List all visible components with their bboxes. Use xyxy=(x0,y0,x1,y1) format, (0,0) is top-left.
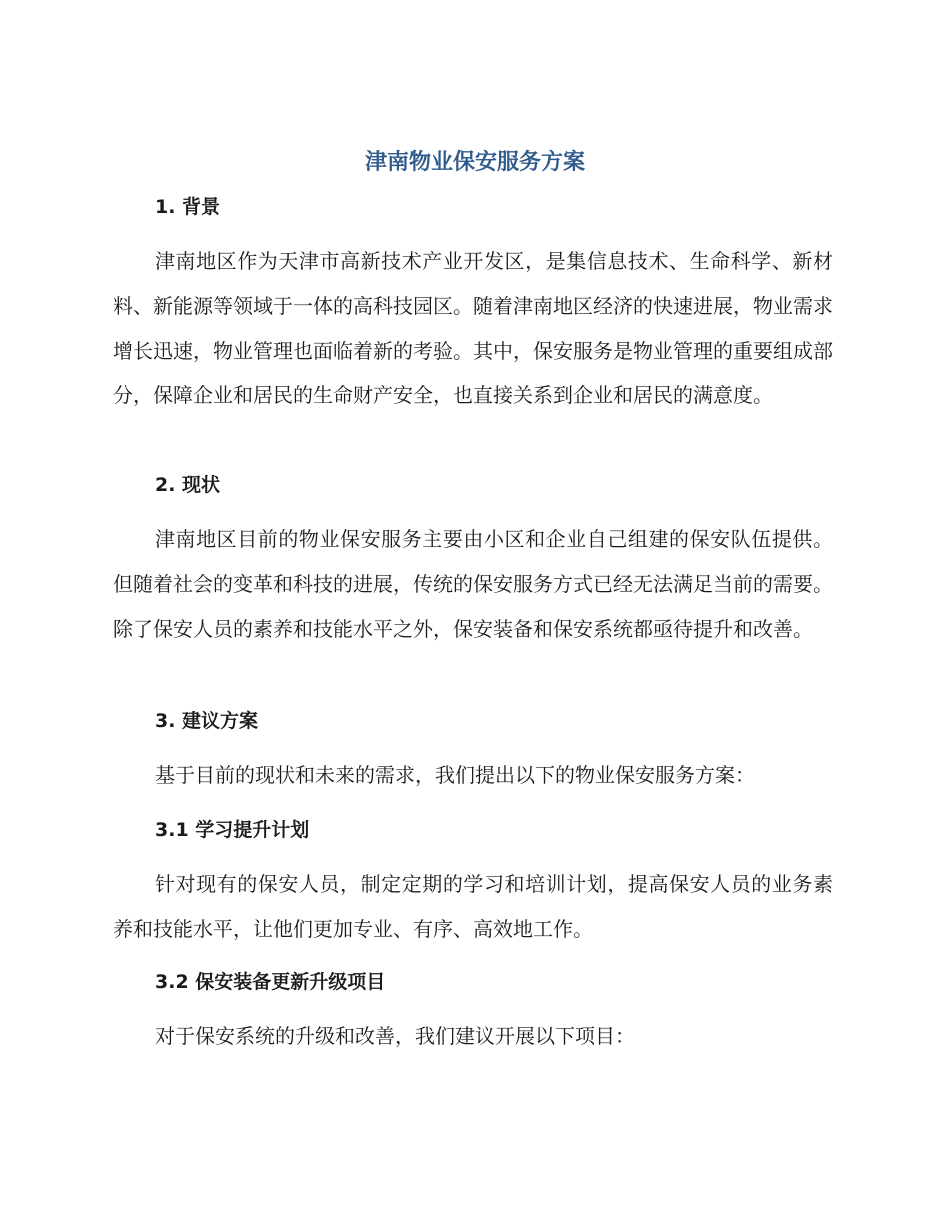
section-paragraph-status: 津南地区目前的物业保安服务主要由小区和企业自己组建的保安队伍提供。但随着社会的变革和科技的进展，传统的保安服务方式已经无法满足当前的需要。除了保安人员的素养和技能水平之外，保安装备和保安系统都亟待提升和改善。 xyxy=(113,527,833,641)
document-title: 津南物业保安服务方案 xyxy=(364,150,585,175)
section-paragraph-background: 津南地区作为天津市高新技术产业开发区，是集信息技术、生命科学、新材料、新能源等领域于一体的高科技园区。随着津南地区经济的快速进展，物业需求增长迅速，物业管理也面临着新的考验。其中，保安服务是物业管理的重要组成部分，保障企业和居民的生命财产安全，也直接关系到企业和居民的满意度。 xyxy=(113,249,833,408)
section-heading-status: 2. 现状 xyxy=(155,474,221,496)
section-paragraph-equipment: 对于保安系统的升级和改善，我们建议开展以下项目： xyxy=(155,1024,635,1048)
section-heading-equipment: 3.2 保安装备更新升级项目 xyxy=(155,971,386,993)
section-paragraph-proposal: 基于目前的现状和未来的需求，我们提出以下的物业保安服务方案： xyxy=(155,763,755,787)
section-heading-background: 1. 背景 xyxy=(155,196,221,218)
section-paragraph-training: 针对现有的保安人员，制定定期的学习和培训计划，提高保安人员的业务素养和技能水平，让他们更加专业、有序、高效地工作。 xyxy=(113,872,833,941)
section-heading-training: 3.1 学习提升计划 xyxy=(155,819,310,841)
section-heading-proposal: 3. 建议方案 xyxy=(155,710,259,732)
